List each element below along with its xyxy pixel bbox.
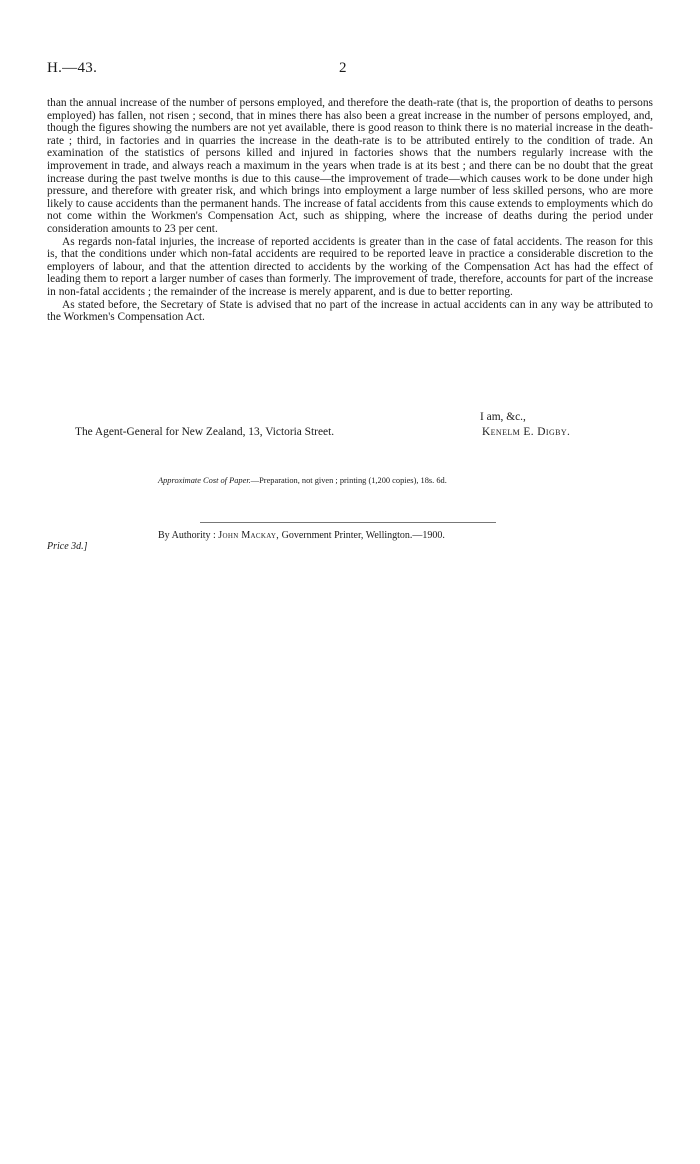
signature-line xyxy=(75,426,625,442)
paragraph-2: As regards non-fatal injuries, the increase of reported accidents is greater than in the case of fatal accidents. The reason for this is, that the conditions under which non-fatal accidents are required to be reported leave in practice a considerable discretion to the employers of labour, and that the attention directed to accidents by the working of the Compensation Act has had the effect of leading them to report a larger number of cases than formerly. The improvement of trade, therefore, accounts for part of the increase in non-fatal accidents ; the remainder of the increase is merely apparent, and is due to better reporting. xyxy=(47,235,653,298)
printer-authority xyxy=(158,530,445,541)
printer-name: John Mackay, xyxy=(218,530,280,541)
price-note: Price 3d.] xyxy=(47,541,88,552)
paragraph-1: than the annual increase of the number of persons employed, and therefore the death-rate (that is, the proportion of deaths to persons employed) has fallen, not risen ; second, that in mines there has also been a great increase in the number of persons employed, and, though the figures showing the numbers are not yet available, there is good reason to think there is no material increase in the death-rate ; third, in factories and in quarries the increase in the death-rate is to be attributed entirely to the condition of trade. An examination of the statistics of persons killed and injured in factories shows that the numbers regularly increase with the improvement in trade, and always reach a maximum in the years when trade is at its best ; and there can be no doubt that the great increase during the past twelve months is due to this cause—the improvement of trade—which causes work to be done under high pressure, and therefore with greater risk, and which brings into employment a large number of less skilled persons, who are more likely to cause accidents than the permanent hands. The increase of fatal accidents from this cause extends to employments which do not come within the Workmen's Compensation Act, such as shipping, where the increase of deaths during the period under consideration amounts to 23 per cent. xyxy=(47,97,653,235)
authority-prefix: By Authority : xyxy=(158,530,216,541)
letter-closing: I am, &c., xyxy=(480,411,526,423)
page-header xyxy=(47,60,653,82)
document-reference: H.—43. xyxy=(47,60,98,76)
cost-note-label: Approximate Cost of Paper. xyxy=(158,476,251,485)
signatory-name: Kenelm E. Digby. xyxy=(482,426,571,438)
cost-note xyxy=(158,476,447,485)
authority-suffix: Government Printer, Wellington.—1900. xyxy=(281,530,445,541)
letter-body xyxy=(47,97,653,324)
cost-note-text: —Preparation, not given ; printing (1,200 copies), 18s. 6d. xyxy=(250,476,447,485)
addressee: The Agent-General for New Zealand, 13, Victoria Street. xyxy=(75,426,335,438)
horizontal-rule xyxy=(200,522,496,523)
paragraph-3: As stated before, the Secretary of State is advised that no part of the increase in actual accidents can in any way be attributed to the Workmen's Compensation Act. xyxy=(47,298,653,324)
page-number: 2 xyxy=(339,60,347,76)
